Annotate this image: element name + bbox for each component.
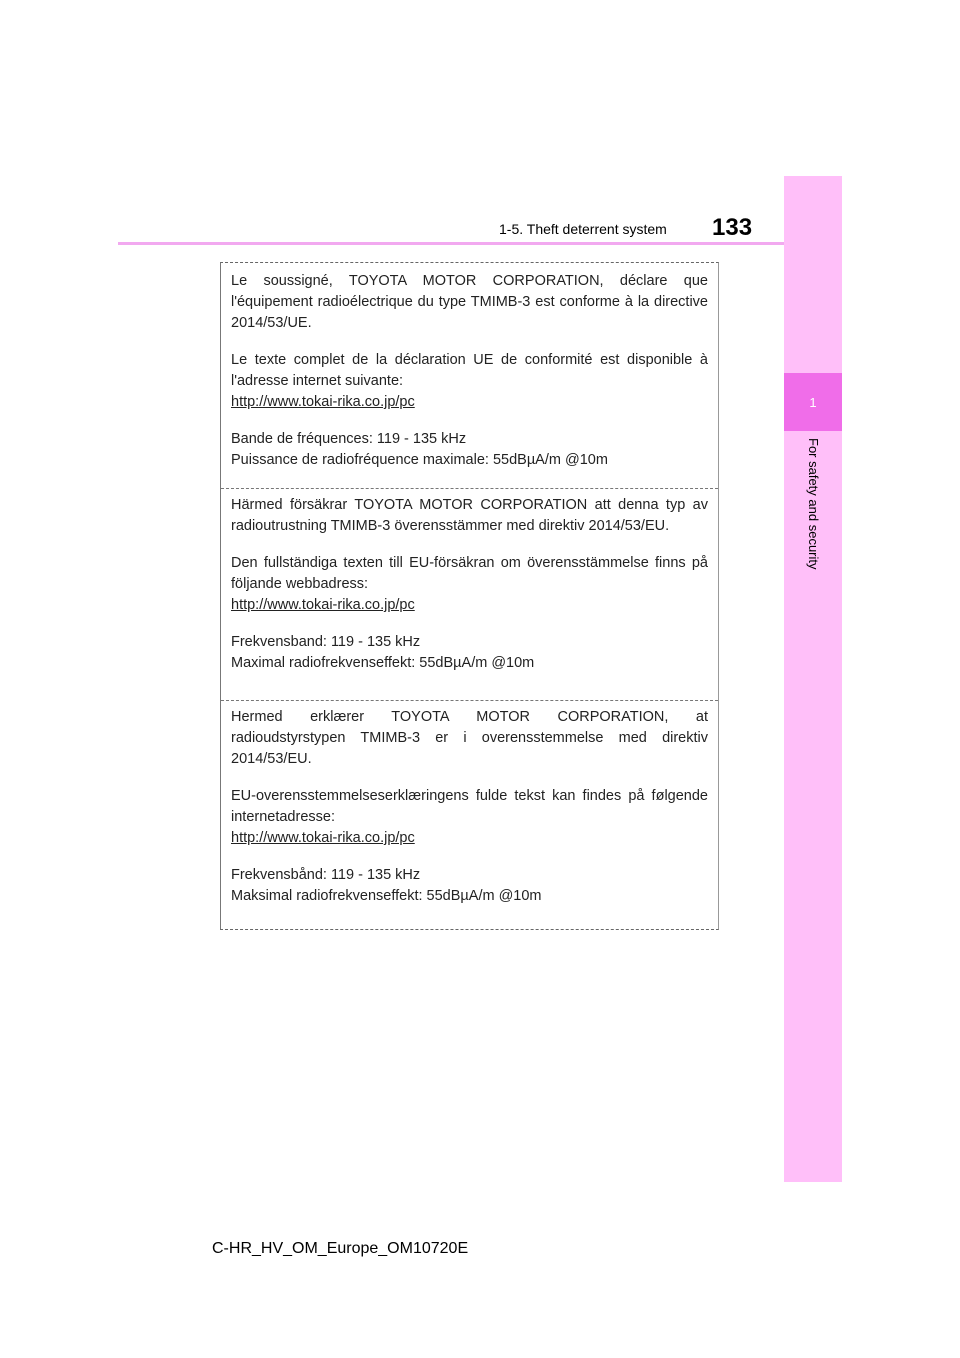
availability: Den fullständiga texten till EU-försäkran om överensstämmelse finns på följande webbadress: (231, 555, 708, 592)
declaration-scan (220, 262, 719, 930)
statement: Hermed erklærer TOYOTA MOTOR CORPORATION, at radioudstyrstypen TMIMB-3 er i overensstemmelse med direktiv 2014/53/EU. (231, 709, 708, 767)
chapter-title: For safety and security (806, 438, 821, 570)
url-link[interactable]: http://www.tokai-rika.co.jp/pc (231, 830, 415, 846)
statement: Härmed försäkrar TOYOTA MOTOR CORPORATION att denna typ av radioutrustning TMIMB-3 överensstämmer med direktiv 2014/53/EU. (231, 497, 708, 534)
page-number: 133 (712, 214, 753, 241)
chapter-number-block (784, 373, 842, 431)
frequency-band: Frekvensband: 119 - 135 kHz (231, 634, 421, 650)
max-power: Maksimal radiofrekvenseffekt: 55dBµA/m @10m (231, 888, 542, 904)
chapter-number: 1 (809, 394, 817, 410)
frequency-band: Frekvensbånd: 119 - 135 kHz (231, 867, 421, 883)
max-power: Maximal radiofrekvenseffekt: 55dBµA/m @10m (231, 655, 535, 671)
statement: Le soussigné, TOYOTA MOTOR CORPORATION, déclare que l'équipement radioélectrique du type TMIMB-3 est conforme à la directive 2014/53/UE. (231, 273, 708, 331)
url-link[interactable]: http://www.tokai-rika.co.jp/pc (231, 597, 415, 613)
frequency-band: Bande de fréquences: 119 - 135 kHz (231, 431, 467, 447)
section-title: 1-5. Theft deterrent system (499, 221, 667, 237)
availability: Le texte complet de la déclaration UE de conformité est disponible à l'adresse internet suivante: (231, 352, 708, 389)
max-power: Puissance de radiofréquence maximale: 55dBµA/m @10m (231, 452, 608, 468)
declaration-danish (221, 700, 718, 923)
availability: EU-overensstemmelseserklæringens fulde tekst kan findes på følgende internetadresse: (231, 788, 708, 825)
declaration-french (221, 271, 718, 487)
url-link[interactable]: http://www.tokai-rika.co.jp/pc (231, 394, 415, 410)
declaration-swedish (221, 488, 718, 690)
header-rule (118, 242, 784, 245)
document-code: C-HR_HV_OM_Europe_OM10720E (212, 1240, 469, 1257)
chapter-side-tab (784, 176, 842, 1182)
